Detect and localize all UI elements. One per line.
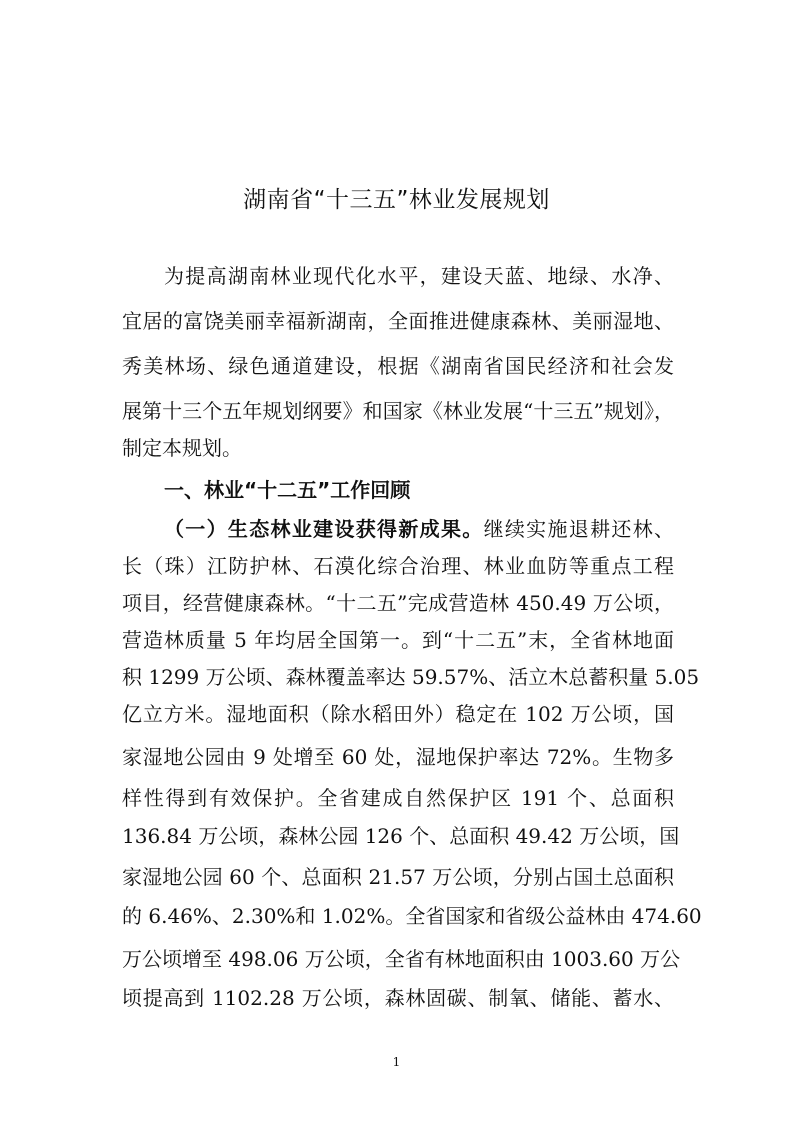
page-number: 1 bbox=[392, 1055, 401, 1069]
intro-line: 为提高湖南林业现代化水平，建设天蓝、地绿、水净、 bbox=[164, 264, 674, 288]
subsection-lead-line bbox=[164, 510, 674, 548]
body-line: 积 1299 万公顷、森林覆盖率达 59.57%、活立木总蓄积量 5.05 bbox=[122, 665, 700, 689]
body-line: 万公顷增至 498.06 万公顷，全省有林地面积由 1003.60 万公 bbox=[122, 947, 681, 971]
document-title: 湖南省“十三五”林业发展规划 bbox=[243, 187, 550, 213]
body-line: 样性得到有效保护。全省建成自然保护区 191 个、总面积 bbox=[122, 786, 674, 810]
body-line: 项目，经营健康森林。“十二五”完成营造林 450.49 万公顷， bbox=[122, 591, 674, 615]
body-line: 营造林质量 5 年均居全国第一。到“十二五”末，全省林地面 bbox=[122, 628, 674, 652]
body-line: 长（珠）江防护林、石漠化综合治理、林业血防等重点工程 bbox=[122, 554, 674, 578]
intro-line: 展第十三个五年规划纲要》和国家《林业发展“十三五”规划》， bbox=[122, 399, 674, 423]
body-line: 顷提高到 1102.28 万公顷，森林固碳、制氧、储能、蓄水、 bbox=[122, 986, 674, 1010]
body-line: 亿立方米。湿地面积（除水稻田外）稳定在 102 万公顷，国 bbox=[122, 702, 674, 726]
body-line: 家湿地公园 60 个、总面积 21.57 万公顷，分别占国土总面积 bbox=[122, 865, 674, 889]
body-line: 家湿地公园由 9 处增至 60 处，湿地保护率达 72%。生物多 bbox=[122, 745, 674, 769]
intro-line: 宜居的富饶美丽幸福新湖南，全面推进健康森林、美丽湿地、 bbox=[122, 309, 674, 333]
subsection-heading: （一）生态林业建设获得新成果。 bbox=[164, 517, 484, 541]
intro-line: 制定本规划。 bbox=[122, 436, 242, 460]
body-line: 136.84 万公顷，森林公园 126 个、总面积 49.42 万公顷，国 bbox=[122, 824, 680, 848]
section-heading: 一、林业“十二五”工作回顾 bbox=[164, 478, 411, 502]
subsection-lead-text: 继续实施退耕还林、 bbox=[483, 517, 675, 541]
intro-line: 秀美林场、绿色通道建设，根据《湖南省国民经济和社会发 bbox=[122, 354, 674, 378]
body-line: 的 6.46%、2.30%和 1.02%。全省国家和省级公益林由 474.60 bbox=[122, 904, 702, 928]
